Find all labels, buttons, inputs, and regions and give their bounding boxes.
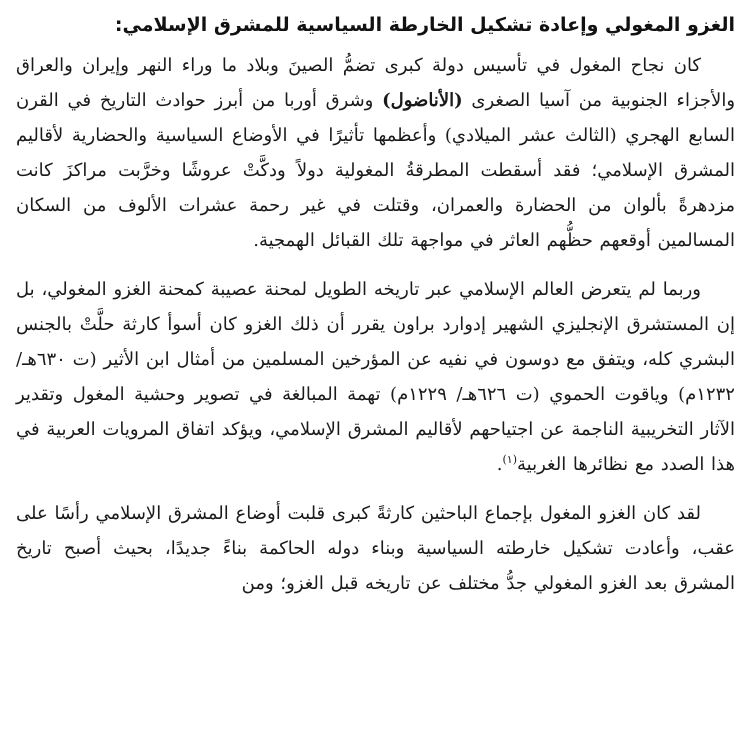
paragraph-2-end: . bbox=[496, 454, 503, 475]
paragraph-1-text-b: وشرق أوربا من أبرز حوادث التاريخ في القرن السابع الهجري (الثالث عشر الميلادي) وأعظمها تأثيرًا في الأوضاع السياسية والحضارية لأقاليم المشرق الإسلامي؛ فقد أسقطت المطرقةُ المغولية دولاً ودكَّتْ عروشًا وخرَّبت مراكزَ كانت مزدهرةً بألوان من الحضارة والعمران، وقتلت في غير رحمة عشرات الألوف من السكان المسالمين أوقعهم حظُّهم العاثر في مواجهة تلك القبائل الهمجية. bbox=[16, 90, 735, 251]
paragraph-1-text-a: كان نجاح المغول في تأسيس دولة كبرى تضمُّ الصينَ وبلاد ما وراء النهر وإيران والعراق والأجزاء الجنوبية من آسيا الصغرى bbox=[16, 55, 736, 111]
paragraph-3-text: لقد كان الغزو المغول بإجماع الباحثين كارثةً كبرى قلبت أوضاع المشرق الإسلامي رأسًا على عقب، وأعادت تشكيل خارطته السياسية وبناء دوله الحاكمة بناءً جديدًا، بحيث أصبح تاريخ المشرق بعد الغزو المغولي جدُّ مختلف عن تاريخه قبل الغزو؛ ومن bbox=[16, 503, 735, 594]
paragraph-1-bold-term: (الأناضول) bbox=[382, 90, 463, 111]
section-heading: الغزو المغولي وإعادة تشكيل الخارطة السياسية للمشرق الإسلامي: bbox=[114, 14, 735, 36]
paragraph-2-text: وربما لم يتعرض العالم الإسلامي عبر تاريخه الطويل لمحنة عصيبة كمحنة الغزو المغولي، بل إن المستشرق الإنجليزي الشهير إدوارد براون يقرر أن ذلك الغزو كان أسوأ كارثة حلَّتْ بالجنس البشري كله، ويتفق مع دوسون في نفيه عن المؤرخين المسلمين من أمثال ابن الأثير (ت ٦٣٠هـ/ ١٢٣٢م) وياقوت الحموي (ت ٦٢٦هـ/ ١٢٢٩م) تهمة المبالغة في تصوير وحشية المغول وتقدير الآثار التخريبية الناجمة عن اجتياحهم لأقاليم المشرق الإسلامي، ويؤكد اتفاق المرويات العربية في هذا الصدد مع نظائرها الغربية bbox=[16, 279, 735, 475]
paragraph-1 bbox=[16, 48, 735, 258]
paragraph-2 bbox=[16, 272, 735, 482]
footnote-marker[interactable]: (١) bbox=[502, 453, 518, 466]
paragraph-3 bbox=[16, 496, 735, 601]
